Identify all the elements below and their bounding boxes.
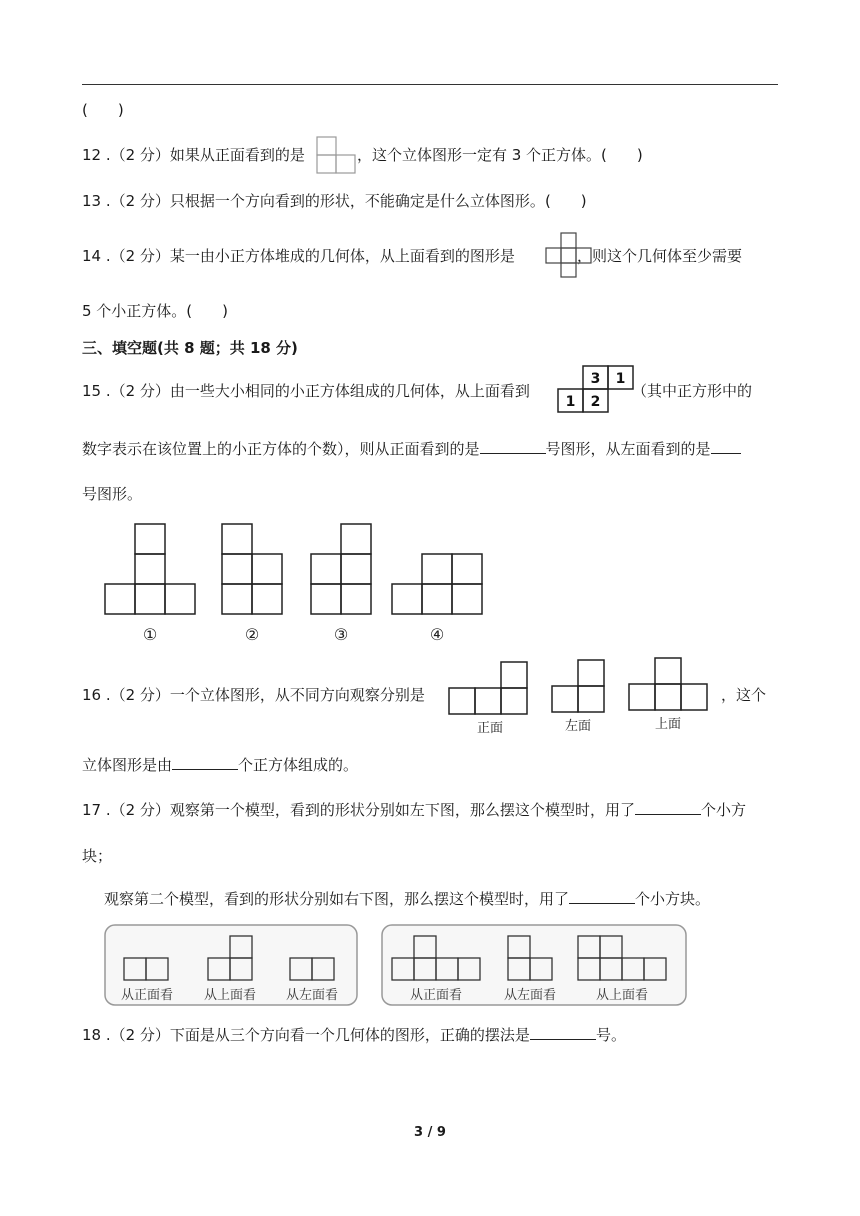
q14-top-view-cross-figure [545, 232, 593, 278]
q16-prefix: 16 .（2 分）一个立体图形，从不同方向观察分别是 [82, 686, 425, 704]
q15-option-label: ③ [333, 625, 349, 644]
q17-right-view-label: 从上面看 [595, 988, 649, 1003]
q15-top-view-number-grid [556, 364, 638, 414]
q17-line1a: 17 .（2 分）观察第一个模型，看到的形状分别如左下图，那么摆这个模型时，用了 [82, 801, 635, 819]
q18-suffix: 号。 [595, 1026, 626, 1044]
q12-prefix: 12 .（2 分）如果从正面看到的是 [82, 146, 305, 164]
q12-suffix: ，这个立体图形一定有 3 个正方体。( ) [356, 146, 643, 164]
q12-front-view-figure [316, 136, 356, 174]
q16-view-label: 左面 [564, 719, 592, 734]
q16-view-label: 正面 [476, 721, 504, 736]
q16-line2a: 立体图形是由 [82, 756, 173, 774]
q17-line3a: 观察第二个模型，看到的形状分别如右下图，那么摆这个模型时，用了 [104, 890, 570, 908]
section-3-heading: 三、填空题(共 8 题；共 18 分) [82, 339, 298, 357]
q17-left-view-label: 从正面看 [120, 988, 174, 1003]
q15-prefix: 15 .（2 分）由一些大小相同的小正方体组成的几何体，从上面看到 [82, 382, 530, 400]
q17-blank-2[interactable] [569, 889, 635, 904]
header-rule [82, 84, 778, 85]
q17-blank-1[interactable] [635, 800, 701, 815]
q17-model-views-figure [104, 924, 688, 1008]
q15-line2 [82, 438, 741, 460]
q15-option-label: ① [142, 625, 158, 644]
q15-line3: 号图形。 [82, 485, 143, 503]
question-18 [82, 1024, 626, 1046]
q17-left-view-label: 从上面看 [203, 988, 257, 1003]
q17-line3 [104, 888, 710, 910]
q16-view-label: 上面 [654, 717, 682, 732]
q16-three-views-figure [448, 656, 714, 738]
q17-left-view-label: 从左面看 [285, 988, 339, 1003]
q14-prefix: 14 .（2 分）某一由小正方体堆成的几何体，从上面看到的图形是 [82, 247, 515, 265]
question-14 [82, 245, 742, 267]
q15-suffix: （其中正方形中的 [631, 382, 752, 400]
q15-option-label: ② [244, 625, 260, 644]
question-15 [82, 380, 752, 402]
q15-option-label: ④ [429, 625, 445, 644]
q16-line2b: 个正方体组成的。 [238, 756, 359, 774]
q17-line2: 块； [82, 847, 113, 865]
q15-line2a: 数字表示在该位置上的小正方体的个数），则从正面看到的是 [82, 440, 480, 458]
q18-prefix: 18 .（2 分）下面是从三个方向看一个几何体的图形，正确的摆法是 [82, 1026, 530, 1044]
q11-answer-bracket: ( ) [82, 101, 124, 119]
page-number: 3 / 9 [414, 1125, 446, 1140]
q14-suffix: ，则这个几何体至少需要 [576, 247, 742, 265]
q17-right-view-label: 从正面看 [409, 988, 463, 1003]
q18-blank[interactable] [530, 1025, 596, 1040]
q14-line2: 5 个小正方体。( ) [82, 302, 229, 320]
q16-blank[interactable] [172, 755, 238, 770]
q15-line2b: 号图形，从左面看到的是 [545, 440, 711, 458]
q15-grid-number: 3 [590, 371, 601, 387]
question-13: 13 .（2 分）只根据一个方向看到的形状，不能确定是什么立体图形。( ) [82, 192, 587, 210]
q17-line1b: 个小方 [700, 801, 746, 819]
q15-grid-number: 1 [565, 394, 576, 410]
q16-suffix: ，这个 [720, 686, 766, 704]
q17-right-view-label: 从左面看 [503, 988, 557, 1003]
q15-grid-number: 2 [590, 394, 601, 410]
q17-line3b: 个小方块。 [635, 890, 711, 908]
q15-blank-left[interactable] [711, 439, 741, 454]
q15-blank-front[interactable] [480, 439, 546, 454]
q16-line2 [82, 754, 358, 776]
q15-option-figures [104, 522, 494, 647]
question-17 [82, 799, 746, 821]
question-12 [82, 144, 643, 166]
q15-grid-number: 1 [615, 371, 626, 387]
